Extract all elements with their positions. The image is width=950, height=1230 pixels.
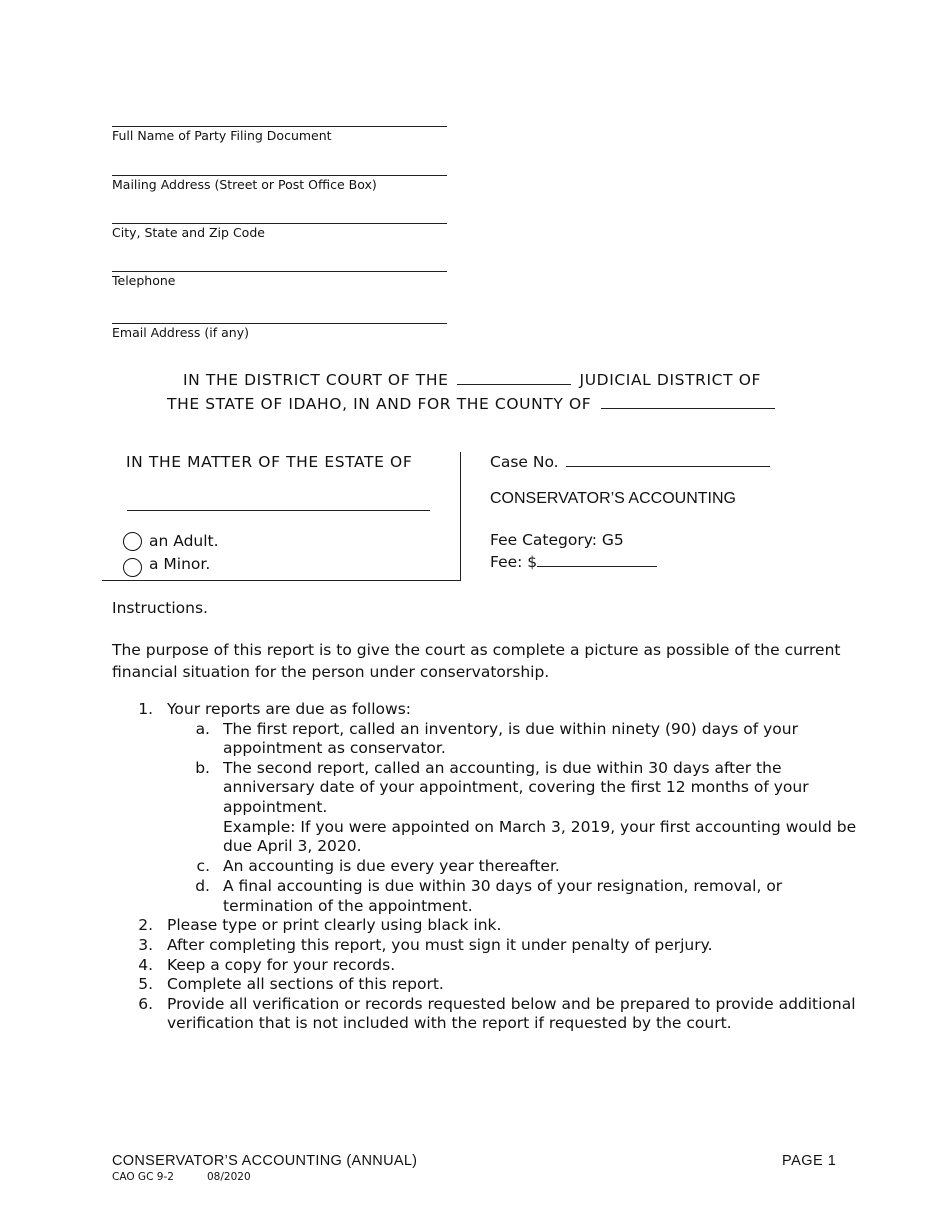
item-number: 5. (138, 975, 153, 993)
adult-label: an Adult. (149, 532, 219, 550)
item-text: Please type or print clearly using black ink. (167, 916, 502, 934)
case-number-blank[interactable] (566, 452, 770, 467)
form-code: CAO GC 9-2 (112, 1171, 174, 1183)
subitem-text: The first report, called an inventory, is due within ninety (90) days of your (223, 720, 798, 738)
city-state-zip-label: City, State and Zip Code (112, 225, 265, 240)
estate-name-line[interactable] (127, 510, 430, 511)
subitem-letter: d. (195, 877, 210, 895)
item-text: Keep a copy for your records. (167, 956, 396, 974)
fee-blank[interactable] (537, 552, 657, 567)
footer-title: CONSERVATOR’S ACCOUNTING (ANNUAL) (112, 1153, 418, 1169)
subitem-text: A final accounting is due within 30 days of your resignation, removal, or (223, 877, 783, 895)
court-heading-line2 (167, 394, 775, 413)
subitem-text: An accounting is due every year thereafter. (223, 857, 560, 875)
item-number: 6. (138, 995, 153, 1013)
caption-divider (460, 452, 461, 581)
city-state-zip-line[interactable] (112, 223, 447, 224)
subitem-text: appointment. (223, 798, 328, 816)
subitem-text: The second report, called an accounting, is due within 30 days after the (223, 759, 782, 777)
adult-radio[interactable] (123, 532, 142, 551)
subitem-text: Example: If you were appointed on March 3, 2019, your first accounting would be (223, 818, 857, 836)
court-heading-line1 (183, 370, 761, 389)
fee-row (490, 552, 657, 571)
email-line[interactable] (112, 323, 447, 324)
full-name-line[interactable] (112, 126, 447, 127)
fee-label: Fee: $ (490, 553, 538, 571)
item-text: Complete all sections of this report. (167, 975, 444, 993)
item-text: Your reports are due as follows: (167, 700, 411, 718)
document-title: CONSERVATOR’S ACCOUNTING (490, 490, 736, 507)
matter-title: IN THE MATTER OF THE ESTATE OF (126, 453, 413, 471)
item-number: 3. (138, 936, 153, 954)
court-heading-part1: IN THE DISTRICT COURT OF THE (183, 371, 449, 389)
form-date: 08/2020 (207, 1171, 251, 1183)
court-heading-county: THE STATE OF IDAHO, IN AND FOR THE COUNTY OF (167, 395, 592, 413)
item-number: 4. (138, 956, 153, 974)
subitem-letter: c. (196, 857, 210, 875)
judicial-district-blank[interactable] (457, 370, 571, 385)
fee-category: Fee Category: G5 (490, 531, 624, 549)
minor-radio[interactable] (123, 558, 142, 577)
full-name-label: Full Name of Party Filing Document (112, 128, 332, 143)
item-text: Provide all verification or records requested below and be prepared to provide additional (167, 995, 856, 1013)
case-number-label: Case No. (490, 453, 559, 471)
item-text: After completing this report, you must sign it under penalty of perjury. (167, 936, 713, 954)
case-number-row (490, 452, 770, 471)
subitem-text: due April 3, 2020. (223, 837, 362, 855)
item-text: verification that is not included with the report if requested by the court. (167, 1014, 732, 1032)
mailing-address-label: Mailing Address (Street or Post Office Box) (112, 177, 377, 192)
instructions-heading: Instructions. (112, 599, 208, 617)
email-label: Email Address (if any) (112, 325, 249, 340)
subitem-text: appointment as conservator. (223, 739, 446, 757)
mailing-address-line[interactable] (112, 175, 447, 176)
subitem-letter: b. (195, 759, 210, 777)
caption-bottom-rule (102, 580, 461, 581)
subitem-text: termination of the appointment. (223, 897, 473, 915)
subitem-text: anniversary date of your appointment, covering the first 12 months of your (223, 778, 809, 796)
page-number: PAGE 1 (782, 1153, 837, 1169)
telephone-line[interactable] (112, 271, 447, 272)
instructions-intro: The purpose of this report is to give the court as complete a picture as possible of the current financial situation for the person under conservatorship. (112, 641, 841, 681)
item-number: 2. (138, 916, 153, 934)
minor-label: a Minor. (149, 555, 211, 573)
item-number: 1. (138, 700, 153, 718)
county-blank[interactable] (601, 394, 775, 409)
telephone-label: Telephone (112, 273, 176, 288)
court-heading-part2: JUDICIAL DISTRICT OF (579, 371, 762, 389)
subitem-letter: a. (195, 720, 210, 738)
